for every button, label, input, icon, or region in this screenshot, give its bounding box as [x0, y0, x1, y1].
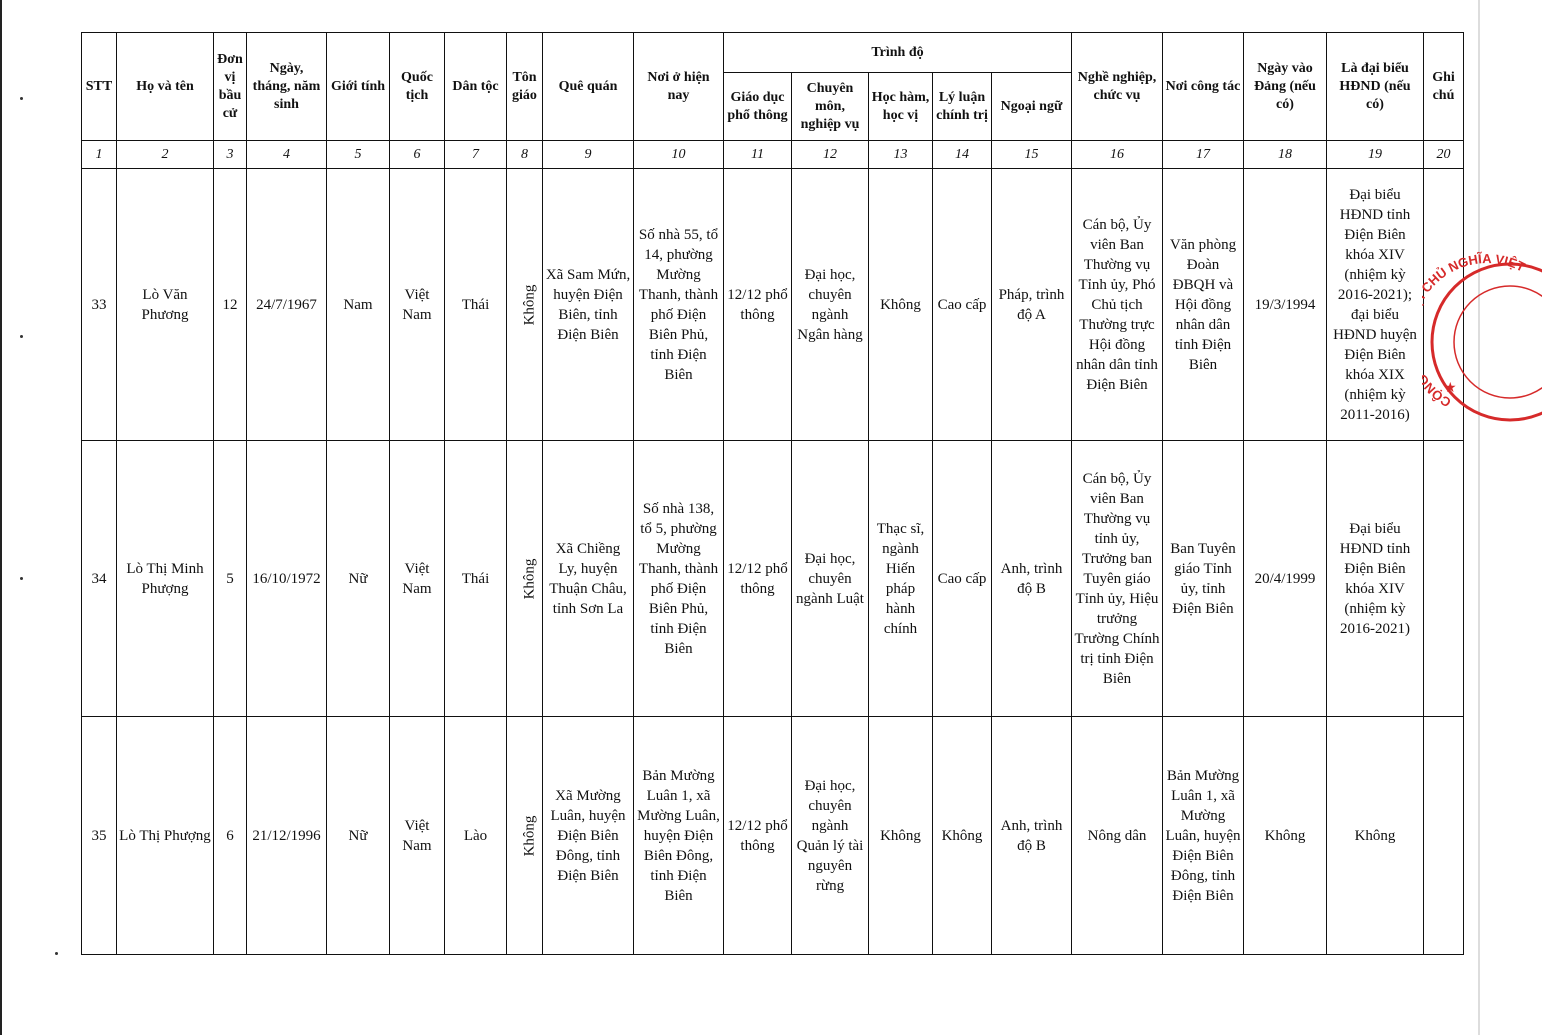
- table-row: [82, 441, 1464, 717]
- cell-que-quan: Xã Chiềng Ly, huyện Thuận Châu, tỉnh Sơn La: [543, 441, 634, 717]
- cell-ton-giao: [507, 441, 543, 717]
- header-ngay-sinh: Ngày, tháng, năm sinh: [247, 33, 327, 141]
- cell-noi-cong-tac: Ban Tuyên giáo Tỉnh ủy, tỉnh Điện Biên: [1163, 441, 1244, 717]
- header-gd-pho-thong: Giáo dục phổ thông: [724, 73, 792, 141]
- column-number: 17: [1163, 141, 1244, 169]
- cell-ngoai-ngu: Anh, trình độ B: [992, 717, 1072, 955]
- cell-ngay-sinh: 21/12/1996: [247, 717, 327, 955]
- cell-stt: 33: [82, 169, 117, 441]
- cell-ton-giao-text: Không: [521, 558, 538, 599]
- column-number: 6: [390, 141, 445, 169]
- cell-ghi-chu: [1424, 717, 1464, 955]
- cell-noi-o: Bản Mường Luân 1, xã Mường Luân, huyện Điện Biên Đông, tỉnh Điện Biên: [634, 717, 724, 955]
- column-number: 3: [214, 141, 247, 169]
- column-number: 15: [992, 141, 1072, 169]
- cell-ghi-chu: [1424, 169, 1464, 441]
- cell-ho-ten: Lò Thị Minh Phượng: [117, 441, 214, 717]
- cell-noi-o: Số nhà 138, tổ 5, phường Mường Thanh, thành phố Điện Biên Phủ, tỉnh Điện Biên: [634, 441, 724, 717]
- cell-chuyen-mon: Đại học, chuyên ngành Ngân hàng: [792, 169, 869, 441]
- cell-ngay-sinh: 16/10/1972: [247, 441, 327, 717]
- header-ngoai-ngu: Ngoại ngữ: [992, 73, 1072, 141]
- cell-dai-bieu: Đại biểu HĐND tỉnh Điện Biên khóa XIV (nhiệm kỳ 2016-2021): [1327, 441, 1424, 717]
- cell-ngoai-ngu: Pháp, trình độ A: [992, 169, 1072, 441]
- cell-hoc-ham: Không: [869, 169, 933, 441]
- cell-ly-luan: Không: [933, 717, 992, 955]
- cell-stt: 35: [82, 717, 117, 955]
- header-ho-ten: Họ và tên: [117, 33, 214, 141]
- header-noi-o: Nơi ở hiện nay: [634, 33, 724, 141]
- header-ly-luan: Lý luận chính trị: [933, 73, 992, 141]
- cell-noi-o: Số nhà 55, tổ 14, phường Mường Thanh, thành phố Điện Biên Phủ, tỉnh Điện Biên: [634, 169, 724, 441]
- cell-ton-giao-text: Không: [521, 284, 538, 325]
- column-number: 8: [507, 141, 543, 169]
- cell-quoc-tich: Việt Nam: [390, 717, 445, 955]
- cell-ngoai-ngu: Anh, trình độ B: [992, 441, 1072, 717]
- header-trinh-do: Trình độ: [724, 33, 1072, 73]
- cell-dan-toc: Thái: [445, 169, 507, 441]
- scan-speck: [20, 97, 23, 100]
- cell-stt: 34: [82, 441, 117, 717]
- column-number: 2: [117, 141, 214, 169]
- cell-don-vi: 5: [214, 441, 247, 717]
- header-stt: STT: [82, 33, 117, 141]
- column-number: 7: [445, 141, 507, 169]
- column-number: 1: [82, 141, 117, 169]
- cell-gioi-tinh: Nữ: [327, 441, 390, 717]
- cell-ly-luan: Cao cấp: [933, 169, 992, 441]
- cell-don-vi: 12: [214, 169, 247, 441]
- column-number: 19: [1327, 141, 1424, 169]
- seal-star-icon: ★: [1444, 381, 1457, 396]
- cell-noi-cong-tac: Bản Mường Luân 1, xã Mường Luân, huyện Điện Biên Đông, tỉnh Điện Biên: [1163, 717, 1244, 955]
- cell-quoc-tich: Việt Nam: [390, 441, 445, 717]
- column-number: 5: [327, 141, 390, 169]
- cell-hoc-ham: Không: [869, 717, 933, 955]
- cell-que-quan: Xã Sam Mứn, huyện Điện Biên, tỉnh Điện Biên: [543, 169, 634, 441]
- header-noi-cong-tac: Nơi công tác: [1163, 33, 1244, 141]
- cell-ly-luan: Cao cấp: [933, 441, 992, 717]
- cell-don-vi: 6: [214, 717, 247, 955]
- seal-inner-ring: [1454, 286, 1542, 398]
- column-number: 13: [869, 141, 933, 169]
- cell-hoc-ham: Thạc sĩ, ngành Hiến pháp hành chính: [869, 441, 933, 717]
- page-edge: [0, 0, 2, 1035]
- cell-ton-giao-text: Không: [521, 815, 538, 856]
- header-gioi-tinh: Giới tính: [327, 33, 390, 141]
- cell-ngay-vao-dang: Không: [1244, 717, 1327, 955]
- cell-gd-pho-thong: 12/12 phổ thông: [724, 169, 792, 441]
- cell-gioi-tinh: Nữ: [327, 717, 390, 955]
- cell-ton-giao: [507, 717, 543, 955]
- column-number: 12: [792, 141, 869, 169]
- scan-speck: [20, 577, 23, 580]
- header-ngay-vao-dang: Ngày vào Đảng (nếu có): [1244, 33, 1327, 141]
- column-number: 4: [247, 141, 327, 169]
- header-quoc-tich: Quốc tịch: [390, 33, 445, 141]
- header-ton-giao: Tôn giáo: [507, 33, 543, 141]
- cell-gd-pho-thong: 12/12 phổ thông: [724, 717, 792, 955]
- cell-ngay-vao-dang: 20/4/1999: [1244, 441, 1327, 717]
- cell-nghe-nghiep: Cán bộ, Ủy viên Ban Thường vụ tỉnh ủy, Trưởng ban Tuyên giáo Tỉnh ủy, Hiệu trưởng Trường Chính trị tỉnh Điện Biên: [1072, 441, 1163, 717]
- header-hoc-ham: Học hàm, học vị: [869, 73, 933, 141]
- header-ghi-chu: Ghi chú: [1424, 33, 1464, 141]
- cell-dai-bieu: Không: [1327, 717, 1424, 955]
- column-number: 20: [1424, 141, 1464, 169]
- header-don-vi: Đơn vị bầu cử: [214, 33, 247, 141]
- column-number: 16: [1072, 141, 1163, 169]
- column-number: 9: [543, 141, 634, 169]
- page-edge: [1478, 0, 1480, 1035]
- cell-nghe-nghiep: Cán bộ, Ủy viên Ban Thường vụ Tỉnh ủy, Phó Chủ tịch Thường trực Hội đồng nhân dân tỉnh Điện Biên: [1072, 169, 1163, 441]
- cell-que-quan: Xã Mường Luân, huyện Điện Biên Đông, tỉnh Điện Biên: [543, 717, 634, 955]
- cell-chuyen-mon: Đại học, chuyên ngành Quản lý tài nguyên rừng: [792, 717, 869, 955]
- header-chuyen-mon: Chuyên môn, nghiệp vụ: [792, 73, 869, 141]
- scan-speck: [20, 335, 23, 338]
- cell-nghe-nghiep: Nông dân: [1072, 717, 1163, 955]
- cell-ho-ten: Lò Thị Phượng: [117, 717, 214, 955]
- scan-speck: [55, 952, 58, 955]
- cell-chuyen-mon: Đại học, chuyên ngành Luật: [792, 441, 869, 717]
- seal-text: CỘN HỦ NGHĨA VIỆT: [1422, 251, 1528, 411]
- cell-ngay-vao-dang: 19/3/1994: [1244, 169, 1327, 441]
- cell-dan-toc: Thái: [445, 441, 507, 717]
- table-row: [82, 169, 1464, 441]
- cell-ngay-sinh: 24/7/1967: [247, 169, 327, 441]
- column-number: 10: [634, 141, 724, 169]
- table-row: [82, 717, 1464, 955]
- cell-dan-toc: Lào: [445, 717, 507, 955]
- column-number: 18: [1244, 141, 1327, 169]
- header-nghe-nghiep: Nghề nghiệp, chức vụ: [1072, 33, 1163, 141]
- header-dai-bieu: Là đại biểu HĐND (nếu có): [1327, 33, 1424, 141]
- candidate-table: [81, 32, 1464, 955]
- cell-ho-ten: Lò Văn Phương: [117, 169, 214, 441]
- header-dan-toc: Dân tộc: [445, 33, 507, 141]
- cell-ghi-chu: [1424, 441, 1464, 717]
- cell-noi-cong-tac: Văn phòng Đoàn ĐBQH và Hội đồng nhân dân tỉnh Điện Biên: [1163, 169, 1244, 441]
- cell-quoc-tich: Việt Nam: [390, 169, 445, 441]
- cell-dai-bieu: Đại biểu HĐND tỉnh Điện Biên khóa XIV (nhiệm kỳ 2016-2021); đại biểu HĐND huyện Điện Biên khóa XIX (nhiệm kỳ 2011-2016): [1327, 169, 1424, 441]
- column-number: 14: [933, 141, 992, 169]
- cell-gioi-tinh: Nam: [327, 169, 390, 441]
- header-que-quan: Quê quán: [543, 33, 634, 141]
- cell-ton-giao: [507, 169, 543, 441]
- cell-gd-pho-thong: 12/12 phổ thông: [724, 441, 792, 717]
- column-number: 11: [724, 141, 792, 169]
